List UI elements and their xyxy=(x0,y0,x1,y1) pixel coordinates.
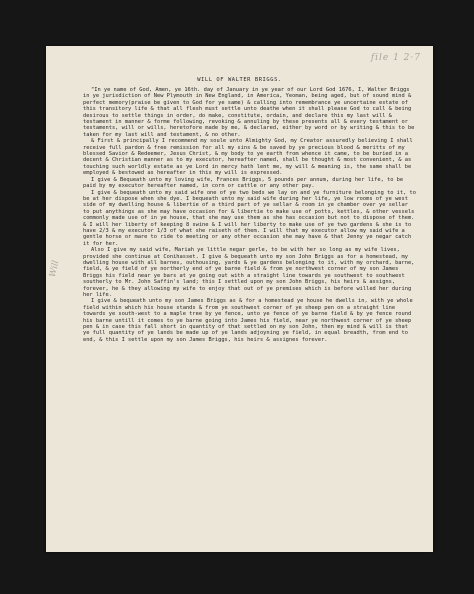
pencil-annotation-margin: Will xyxy=(48,259,62,279)
paragraph: "In ye name of God, Amen, ye 16th. day of January in ye year of our Lord God 1676, I, Walter Briggs in ye jurisdiction of New Plymouth in New England, in America, Yeoman, being aged, but of sound mind & perfect memory(praise be given to God for ye same) & calling into remembrance ye uncertaine estate of this transitory life & that all flesh must settle unto deathe when it shall please God to call & being desirous to settle things in order, do make, constitute, ordain, and declare this my last will & testament in manner & forme following, revoking & annuling by these presents all & every testament or testaments, will or wills, heretofore made by me, & declared, either by word or by writing & this to be taken for my last will and testament, & no other. xyxy=(83,87,415,138)
paragraph: & First & principally I recommend my soule unto Almighty God, my Creator assuredly believing I shall receive full pardon & free remission for all my sins & be saved by ye precious blood & meritts of my blessed Savior & Redeemer, Jesus Christ, & my body to ye earth from whence it came, to be buried in a decent & Christian manner as to my executor, hereafter named, shall be thought & most convenient, & as touching such worldly estate as ye Lord in mercy hath lent me, my will & meaning is, the same shall be employed & bestowed as hereafter in this my will is expressed. xyxy=(83,138,413,177)
document-title: WILL OF WALTER BRIGGS. xyxy=(197,77,282,83)
paragraph: I give & bequeath unto my said wife one of ye two beds we lay on and ye furniture belonging to it, to be at her dispose when she dye. I bequeath unto my said wife during her life, ye low rooms of ye west side of my dwelling house & libertie of a third part of ye sellar & room in ye chamber over ye sellar to put anythings as she may have occasion for & libertie to make use of potts, kettles, & other vessels commonly made use of in ye house, that she may use them as she has occasion but not to dispose of them. & I will her liberty of keeping 8 swine & I will her liberty to make use of ye two gardens & she is to have 2/3 & my executor 1/3 of what she raiseth of them. I will that my executor allow my said wife a gentle horse or mare to ride to meeting or any other occasion she may have & that Jenny ye negar catch it for her. xyxy=(83,189,416,247)
paragraph: Also I give my said wife, Mariah ye little negar gerle, to be with her so long as my wife lives, provided she continue at Conihasset. I give & bequeath unto my son John Briggs as for a homestead, my dwelling house with all barnes, outhousing, yards & ye gardens belonging to it, with my orchard, barne, field, & ye field of ye northerly end of ye barne field & from ye northwest corner of my son James Briggs his field near ye bars at ye going out with a straight line towards ye southwest to southwest southerly to Mr. John Saffin's land; this I settled upon my son John Briggs, his heirs & assigns, forever, he & they allowing my wife to enjoy that out of ye premises which is before willed her during her life. xyxy=(83,247,415,298)
pencil-annotation-top: file 1 2·7 xyxy=(370,53,421,63)
document-page xyxy=(46,46,433,552)
paragraph: I give & bequeath unto my son James Briggs as & for a homestead ye house he dwells in, with ye whole field within which his house stands & from ye southwest corner of ye sheep pen on a straight line towards ye south-west to a maple tree by ye fence, unto ye fence of ye barne field & by ye fence round his barne untill it comes to ye barne going into James his field, near ye northwest corner of ye sheep pen & in case this fall short in quantity of that settled on my son John, then my mind & will is that ye full quantity of ye lands be made up of ye lands adjoyning ye field, in equal breadth, from end to end, & this I settle upon my son James Briggs, his heirs & assignes forever. xyxy=(83,298,413,343)
paragraph: I give & Bequeath unto my loving wife, Frances Briggs, 5 pounds per annum, during her life, to be paid by my executor hereafter named, in corn or cattle or any other pay. xyxy=(83,176,404,190)
document-body xyxy=(83,87,416,343)
